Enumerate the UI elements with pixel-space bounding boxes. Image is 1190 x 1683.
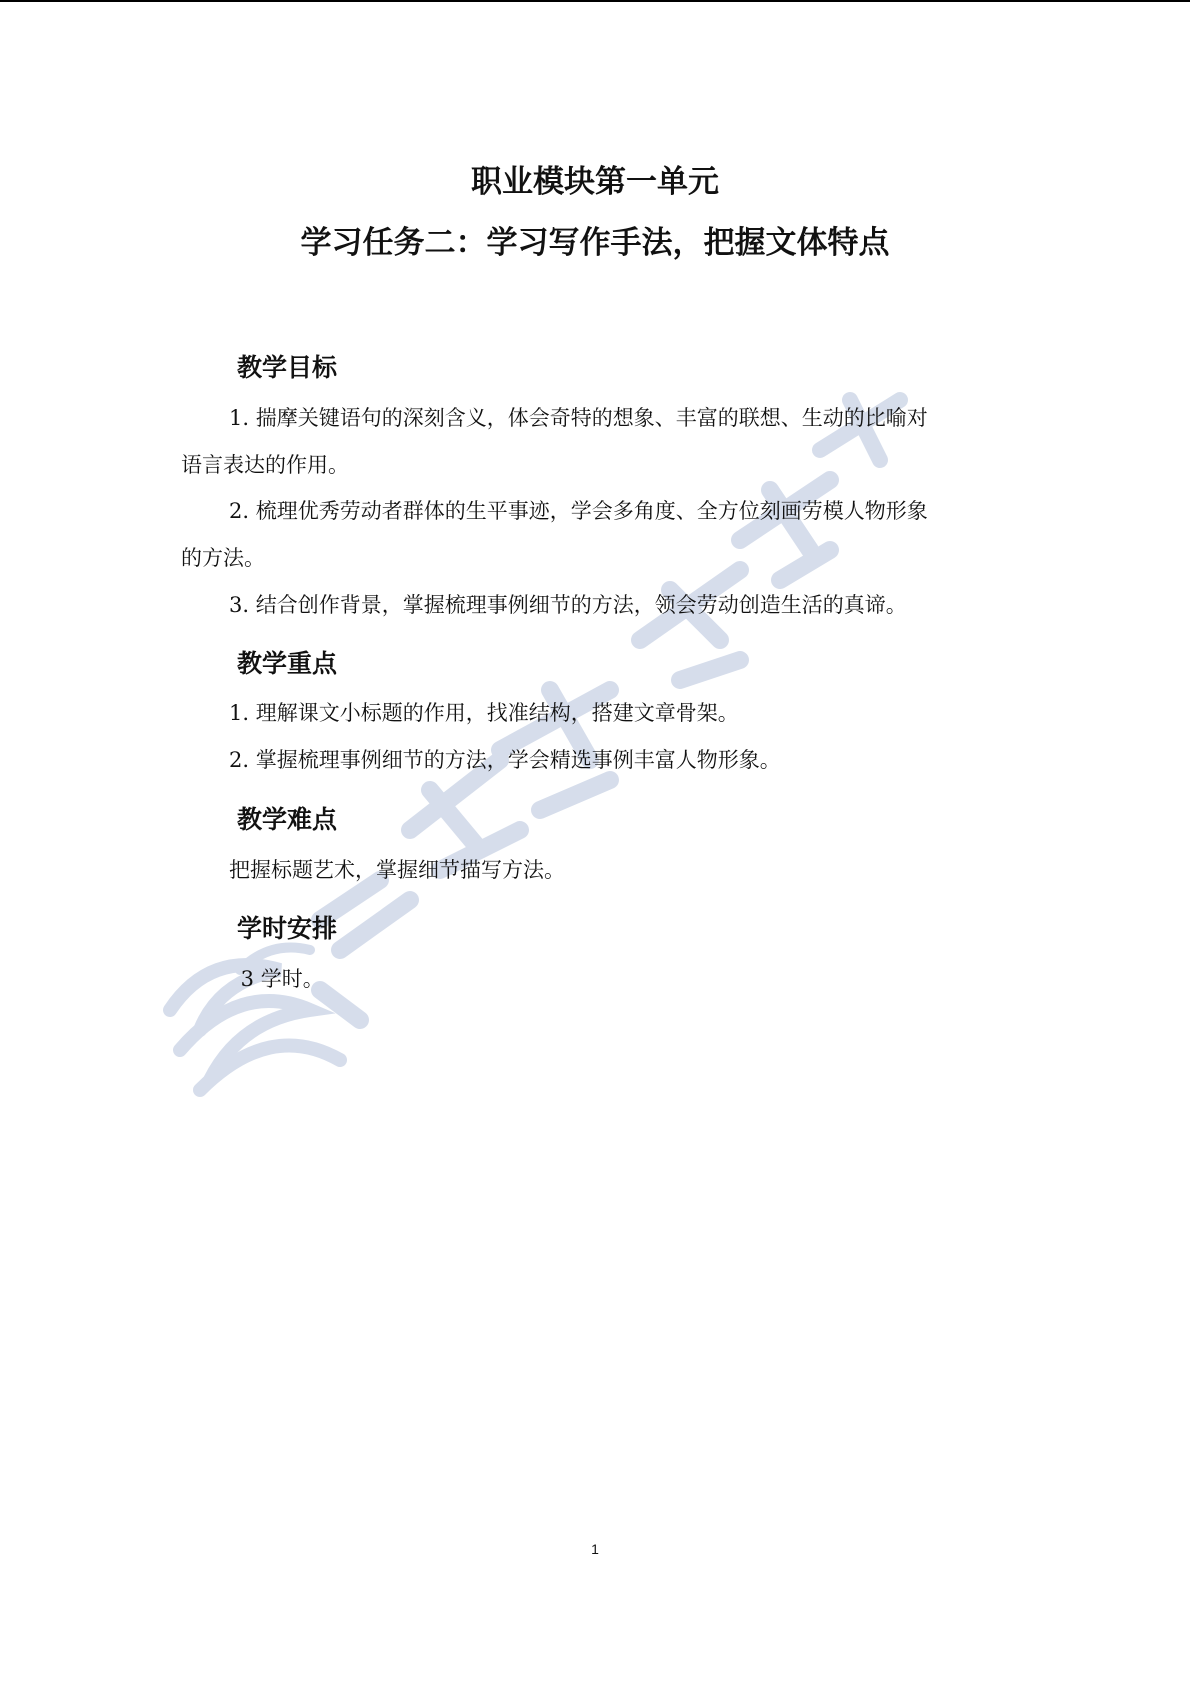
schedule-heading: 学时安排	[237, 914, 338, 943]
key-points-heading: 教学重点	[237, 649, 338, 678]
key-point-1: 1. 理解课文小标题的作用，找准结构，搭建文章骨架。	[229, 701, 739, 725]
document-title: 职业模块第一单元	[471, 164, 719, 200]
difficulties-heading: 教学难点	[237, 805, 338, 834]
difficulties-text: 把握标题艺术，掌握细节描写方法。	[229, 858, 565, 882]
page-number: 1	[591, 1541, 599, 1557]
key-point-2: 2. 掌握梳理事例细节的方法，学会精选事例丰富人物形象。	[229, 748, 781, 772]
objective-1-line-1: 1. 揣摩关键语句的深刻含义，体会奇特的想象、丰富的联想、生动的比喻对	[229, 406, 928, 430]
schedule-text: 3 学时。	[234, 967, 324, 991]
top-border-line	[0, 0, 1190, 2]
objective-2-line-1: 2. 梳理优秀劳动者群体的生平事迹，学会多角度、全方位刻画劳模人物形象	[229, 499, 928, 523]
objective-2-line-2: 的方法。	[181, 546, 265, 570]
document-subtitle: 学习任务二：学习写作手法，把握文体特点	[300, 225, 890, 261]
objective-3: 3. 结合创作背景，掌握梳理事例细节的方法，领会劳动创造生活的真谛。	[229, 593, 907, 617]
objectives-heading: 教学目标	[237, 353, 338, 382]
objective-1-line-2: 语言表达的作用。	[181, 453, 349, 477]
